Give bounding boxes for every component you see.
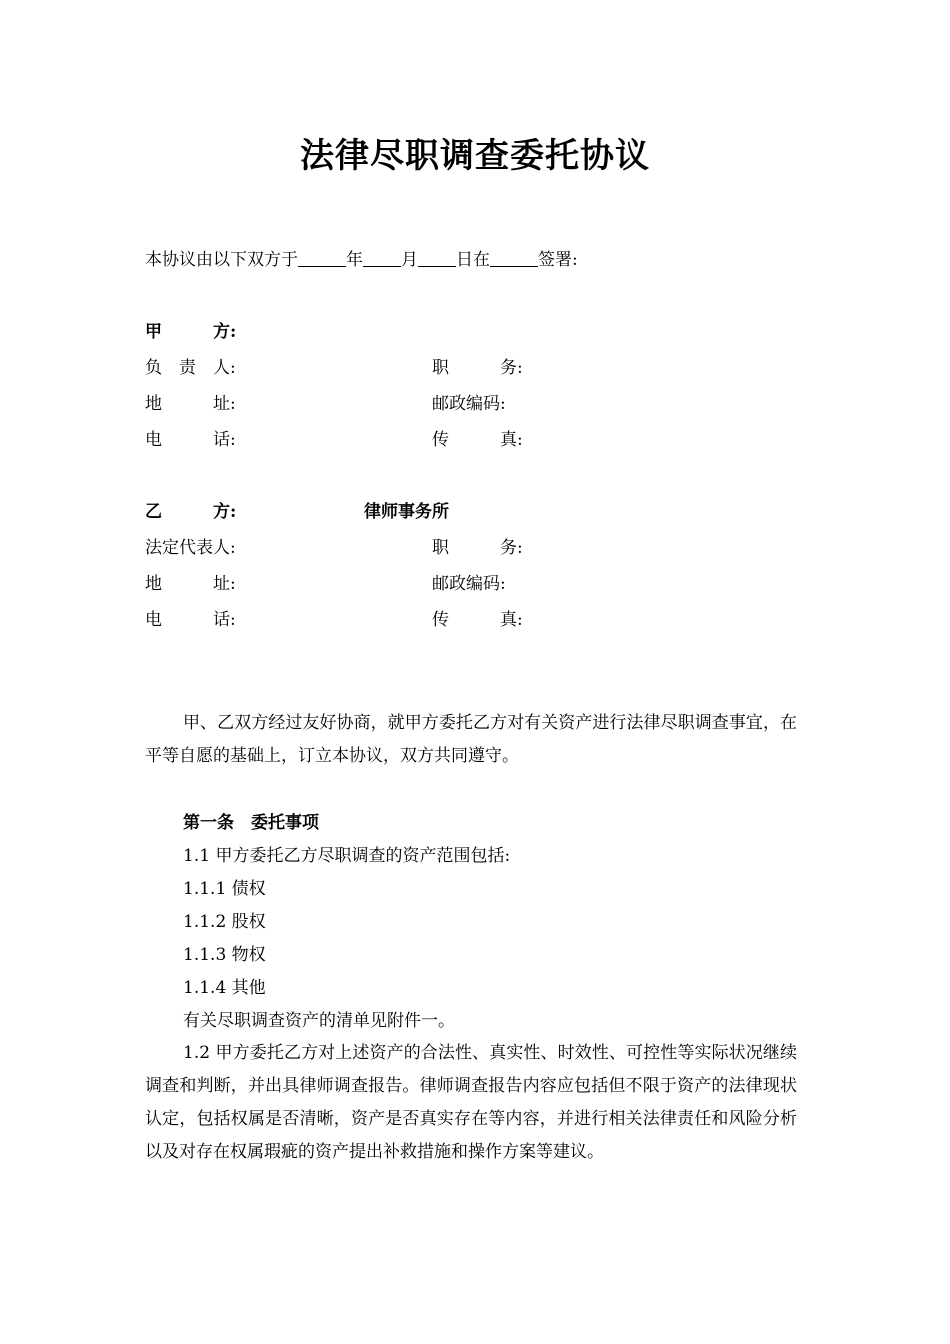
intro-line bbox=[145, 248, 578, 272]
clause-1-1: 1.1 甲方委托乙方尽职调查的资产范围包括: bbox=[183, 846, 511, 866]
party-a-postcode-label: 邮政编码: bbox=[432, 394, 506, 414]
party-a-position-label: 职 务: bbox=[432, 358, 523, 378]
party-a-phone-label: 电 话: bbox=[145, 430, 236, 450]
party-a-label: 甲 方: bbox=[145, 322, 237, 342]
party-b-representative-label: 法定代表人: bbox=[145, 538, 236, 558]
clause-1-1-2: 1.1.2 股权 bbox=[183, 912, 266, 932]
intro-month: 月 bbox=[401, 250, 418, 270]
intro-day: 日在 bbox=[456, 250, 490, 270]
month-blank bbox=[363, 248, 401, 267]
place-blank bbox=[490, 248, 538, 267]
asset-list-note: 有关尽职调查资产的清单见附件一。 bbox=[183, 1011, 455, 1031]
clause-1-1-3: 1.1.3 物权 bbox=[183, 945, 266, 965]
party-b-postcode-label: 邮政编码: bbox=[432, 574, 506, 594]
party-b-position-label: 职 务: bbox=[432, 538, 523, 558]
year-blank bbox=[298, 248, 346, 267]
intro-year: 年 bbox=[346, 250, 363, 270]
intro-lead: 本协议由以下双方于 bbox=[145, 250, 298, 270]
clause-1-1-1: 1.1.1 债权 bbox=[183, 879, 266, 899]
party-b-label: 乙 方: bbox=[145, 502, 237, 522]
party-a-responsible-label: 负 责 人: bbox=[145, 358, 236, 378]
party-a-address-label: 地 址: bbox=[145, 394, 236, 414]
party-b-address-label: 地 址: bbox=[145, 574, 236, 594]
party-b-phone-label: 电 话: bbox=[145, 610, 236, 630]
party-b-fax-label: 传 真: bbox=[432, 610, 523, 630]
preamble-paragraph: 甲、乙双方经过友好协商，就甲方委托乙方对有关资产进行法律尽职调查事宜，在平等自愿的基础上，订立本协议，双方共同遵守。 bbox=[145, 713, 797, 766]
clause-1-1-4: 1.1.4 其他 bbox=[183, 978, 266, 998]
party-b-firm: 律师事务所 bbox=[364, 502, 449, 522]
document-title: 法律尽职调查委托协议 bbox=[300, 136, 650, 176]
article-1-heading: 第一条 委托事项 bbox=[183, 813, 319, 833]
party-a-fax-label: 传 真: bbox=[432, 430, 523, 450]
day-blank bbox=[418, 248, 456, 267]
clause-1-2: 1.2 甲方委托乙方对上述资产的合法性、真实性、时效性、可控性等实际状况继续调查和判断，并出具律师调查报告。律师调查报告内容应包括但不限于资产的法律现状认定，包括权属是否清晰，资产是否真实存在等内容，并进行相关法律责任和风险分析以及对存在权属瑕疵的资产提出补救措施和操作方案等建议。 bbox=[145, 1043, 797, 1162]
intro-sign: 签署: bbox=[538, 250, 578, 270]
